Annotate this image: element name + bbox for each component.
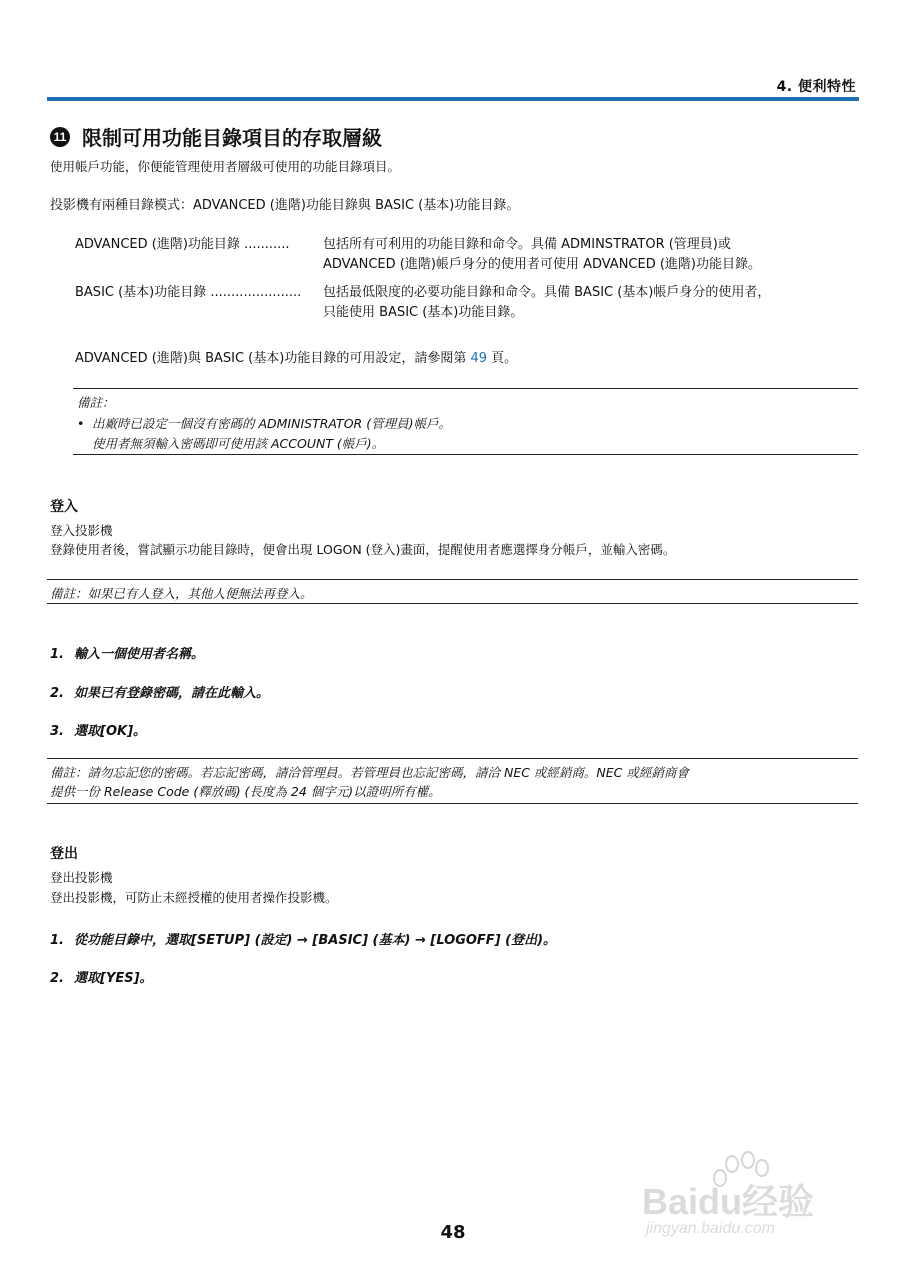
note-line: 使用者無須輸入密碼即可使用該 ACCOUNT (帳戶)。 — [92, 436, 385, 451]
note-label: 備註： — [77, 395, 115, 410]
note-divider-bottom — [47, 603, 858, 604]
logout-subheading: 登出投影機 — [50, 870, 113, 885]
note-divider-bottom — [73, 454, 858, 455]
intro-paragraph-2: 投影機有兩種目錄模式：ADVANCED (進階)功能目錄與 BASIC (基本)功能目錄。 — [50, 198, 520, 213]
login-step — [50, 643, 204, 662]
step-number: 1. — [50, 933, 64, 948]
step-text: 從功能目錄中，選取[SETUP] (設定) → [BASIC] (基本) → [LOGOFF] (登出)。 — [74, 933, 557, 948]
step-text: 輸入一個使用者名稱。 — [74, 647, 205, 662]
header-rule — [47, 97, 859, 101]
step-text: 如果已有登錄密碼，請在此輸入。 — [74, 686, 270, 701]
note-divider-top — [47, 758, 858, 759]
reference-paragraph — [75, 350, 517, 368]
definition-advanced — [75, 235, 761, 275]
logout-step — [50, 967, 153, 986]
chapter-title: 4. 便利特性 — [776, 79, 856, 95]
login-note: 備註：如果已有人登入，其他人便無法再登入。 — [50, 586, 313, 601]
note-line: 出廠時已設定一個沒有密碼的 ADMINISTRATOR (管理員)帳戶。 — [92, 416, 451, 431]
step-number: 2. — [50, 686, 64, 701]
login-step — [50, 682, 269, 701]
page-reference-link[interactable]: 49 — [470, 351, 487, 366]
section-number-badge: 11 — [50, 127, 70, 147]
reference-text-end: 頁。 — [487, 351, 518, 366]
note-divider-bottom — [47, 803, 858, 804]
logout-step — [50, 929, 556, 948]
logout-heading: 登出 — [50, 846, 78, 862]
login-heading: 登入 — [50, 499, 78, 515]
step-text: 選取[YES]。 — [74, 971, 153, 986]
definition-term: BASIC (基本)功能目錄 ...................... — [75, 285, 302, 300]
definition-desc: 包括所有可利用的功能目錄和命令。具備 ADMINSTRATOR (管理員)或 — [323, 237, 731, 252]
reference-text: ADVANCED (進階)與 BASIC (基本)功能目錄的可用設定，請參閱第 — [75, 351, 471, 366]
definition-desc: 只能使用 BASIC (基本)功能目錄。 — [323, 305, 524, 320]
step-number: 2. — [50, 971, 64, 986]
login-subheading: 登入投影機 — [50, 523, 113, 538]
watermark-url: jingyan.baidu.com — [646, 1220, 775, 1237]
login-step — [50, 720, 146, 739]
page-number: 48 — [440, 1222, 466, 1243]
definition-term: ADVANCED (進階)功能目錄 ........... — [75, 237, 290, 252]
intro-paragraph-1: 使用帳戶功能，你便能管理使用者層級可使用的功能目錄項目。 — [50, 159, 401, 174]
password-note-line: 備註：請勿忘記您的密碼。若忘記密碼，請洽管理員。若管理員也忘記密碼，請洽 NEC 或經銷商。NEC 或經銷商會 — [50, 765, 689, 780]
note-divider-top — [47, 579, 858, 580]
definition-basic — [75, 283, 770, 323]
step-number: 1. — [50, 647, 64, 662]
definition-desc: 包括最低限度的必要功能目錄和命令。具備 BASIC (基本)帳戶身分的使用者， — [323, 285, 771, 300]
logout-description: 登出投影機，可防止未經授權的使用者操作投影機。 — [50, 890, 338, 905]
step-number: 3. — [50, 724, 64, 739]
login-description: 登錄使用者後，嘗試顯示功能目錄時，便會出現 LOGON (登入)畫面，提醒使用者應選擇身分帳戶，並輸入密碼。 — [50, 542, 676, 557]
section-heading — [50, 122, 382, 151]
step-text: 選取[OK]。 — [74, 724, 147, 739]
note-divider-top — [73, 388, 858, 389]
note-bullet: • — [77, 416, 85, 431]
password-note-line: 提供一份 Release Code (釋放碼) (長度為 24 個字元)以證明所有權。 — [50, 784, 441, 799]
definition-desc: ADVANCED (進階)帳戶身分的使用者可使用 ADVANCED (進階)功能目錄。 — [323, 257, 761, 272]
section-title: 限制可用功能目錄項目的存取層級 — [82, 126, 382, 150]
watermark-brand: Baidu经验 — [642, 1181, 815, 1222]
